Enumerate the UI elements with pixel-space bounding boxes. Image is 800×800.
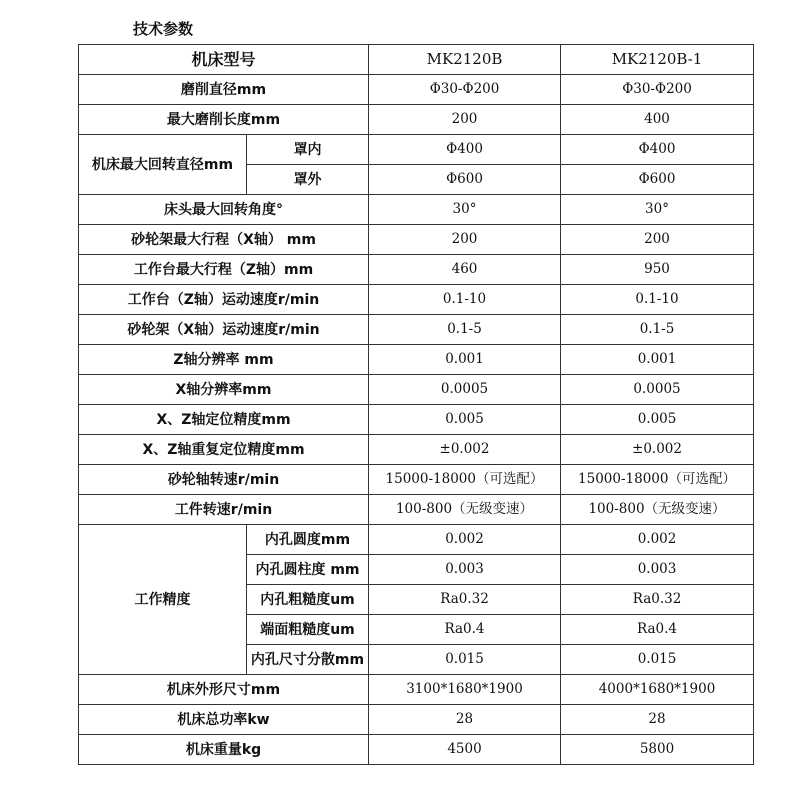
row-label: 内孔圆柱度 mm xyxy=(247,555,369,585)
value-b: ±0.002 xyxy=(561,435,754,465)
row-label: 罩外 xyxy=(247,165,369,195)
value-b: 0.1-10 xyxy=(561,285,754,315)
value-b: 0.005 xyxy=(561,405,754,435)
row-label: X、Z轴重复定位精度mm xyxy=(79,435,369,465)
value-b: 0.001 xyxy=(561,345,754,375)
row-label: 床头最大回转角度° xyxy=(79,195,369,225)
value-a: 3100*1680*1900 xyxy=(369,675,561,705)
row-label: 工作台（Z轴）运动速度r/min xyxy=(79,285,369,315)
row-label: 磨削直径mm xyxy=(79,75,369,105)
value-a: 100-800（无级变速） xyxy=(369,495,561,525)
row-label: X、Z轴定位精度mm xyxy=(79,405,369,435)
value-a: Φ400 xyxy=(369,135,561,165)
table-row xyxy=(79,345,754,375)
value-a: Ra0.32 xyxy=(369,585,561,615)
table-row xyxy=(79,255,754,285)
row-label: 内孔粗糙度um xyxy=(247,585,369,615)
value-a: 28 xyxy=(369,705,561,735)
model-b-header: MK2120B-1 xyxy=(561,45,754,75)
value-a: 200 xyxy=(369,105,561,135)
value-a: 0.001 xyxy=(369,345,561,375)
value-b: 28 xyxy=(561,705,754,735)
header-row xyxy=(79,45,754,75)
group-label: 工作精度 xyxy=(79,525,247,675)
value-a: 0.005 xyxy=(369,405,561,435)
value-a: 460 xyxy=(369,255,561,285)
value-a: 0.015 xyxy=(369,645,561,675)
value-a: 0.003 xyxy=(369,555,561,585)
row-label: 砂轮轴转速r/min xyxy=(79,465,369,495)
table-row xyxy=(79,675,754,705)
row-label: 内孔尺寸分散mm xyxy=(247,645,369,675)
table-row xyxy=(79,315,754,345)
row-label: 内孔圆度mm xyxy=(247,525,369,555)
table-row xyxy=(79,405,754,435)
table-row xyxy=(79,465,754,495)
row-label: 机床总功率kw xyxy=(79,705,369,735)
table-row xyxy=(79,735,754,765)
value-a: ±0.002 xyxy=(369,435,561,465)
value-a: 30° xyxy=(369,195,561,225)
row-label: 砂轮架（X轴）运动速度r/min xyxy=(79,315,369,345)
value-b: 0.003 xyxy=(561,555,754,585)
value-b: 950 xyxy=(561,255,754,285)
table-row xyxy=(79,525,754,555)
table-row xyxy=(79,375,754,405)
value-b: Φ30-Φ200 xyxy=(561,75,754,105)
table-row xyxy=(79,435,754,465)
group-label: 机床最大回转直径mm xyxy=(79,135,247,195)
value-b: 200 xyxy=(561,225,754,255)
value-b: 15000-18000（可选配） xyxy=(561,465,754,495)
value-b: 0.002 xyxy=(561,525,754,555)
row-label: 最大磨削长度mm xyxy=(79,105,369,135)
value-b: 0.0005 xyxy=(561,375,754,405)
value-a: Φ30-Φ200 xyxy=(369,75,561,105)
value-a: 0.0005 xyxy=(369,375,561,405)
table-row xyxy=(79,105,754,135)
value-b: Φ400 xyxy=(561,135,754,165)
value-b: Φ600 xyxy=(561,165,754,195)
table-row xyxy=(79,285,754,315)
row-label: 机床外形尺寸mm xyxy=(79,675,369,705)
value-a: 200 xyxy=(369,225,561,255)
row-label: 机床重量kg xyxy=(79,735,369,765)
value-b: 0.015 xyxy=(561,645,754,675)
value-a: Ra0.4 xyxy=(369,615,561,645)
value-b: 30° xyxy=(561,195,754,225)
row-label: 端面粗糙度um xyxy=(247,615,369,645)
page-title: 技术参数 xyxy=(133,20,194,38)
header-label: 机床型号 xyxy=(79,45,369,75)
table-row xyxy=(79,195,754,225)
table-row xyxy=(79,495,754,525)
value-a: 4500 xyxy=(369,735,561,765)
table-row xyxy=(79,135,754,165)
value-b: 5800 xyxy=(561,735,754,765)
table-row xyxy=(79,225,754,255)
value-a: 0.002 xyxy=(369,525,561,555)
model-a-header: MK2120B xyxy=(369,45,561,75)
spec-table xyxy=(78,44,754,765)
value-a: Φ600 xyxy=(369,165,561,195)
value-b: 4000*1680*1900 xyxy=(561,675,754,705)
value-b: 100-800（无级变速） xyxy=(561,495,754,525)
row-label: X轴分辨率mm xyxy=(79,375,369,405)
row-label: 工件转速r/min xyxy=(79,495,369,525)
value-a: 0.1-10 xyxy=(369,285,561,315)
row-label: 罩内 xyxy=(247,135,369,165)
row-label: Z轴分辨率 mm xyxy=(79,345,369,375)
row-label: 砂轮架最大行程（X轴） mm xyxy=(79,225,369,255)
value-b: Ra0.4 xyxy=(561,615,754,645)
table-row xyxy=(79,705,754,735)
table-row xyxy=(79,75,754,105)
row-label: 工作台最大行程（Z轴）mm xyxy=(79,255,369,285)
value-b: 0.1-5 xyxy=(561,315,754,345)
value-a: 0.1-5 xyxy=(369,315,561,345)
value-a: 15000-18000（可选配） xyxy=(369,465,561,495)
value-b: 400 xyxy=(561,105,754,135)
value-b: Ra0.32 xyxy=(561,585,754,615)
